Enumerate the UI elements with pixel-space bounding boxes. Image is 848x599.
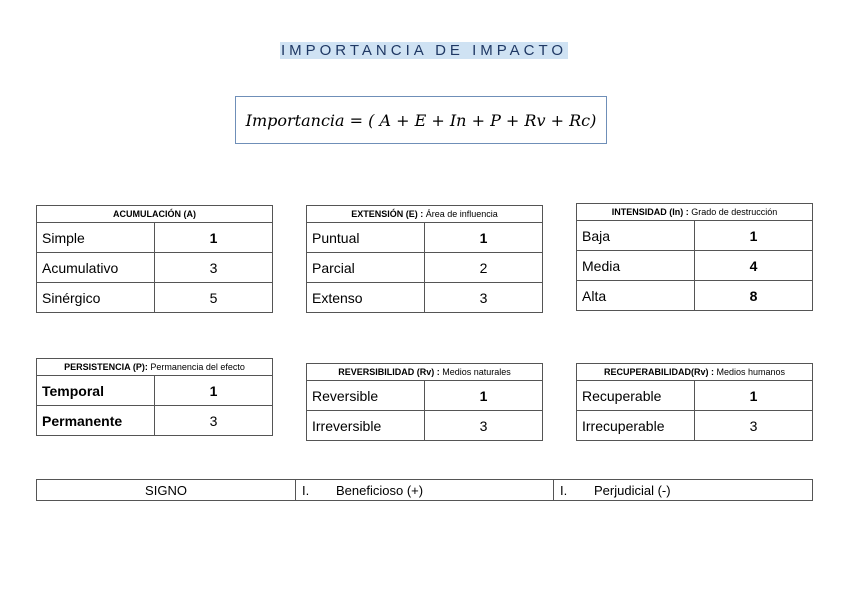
row-label: Parcial [307, 253, 425, 283]
row-label: Reversible [307, 381, 425, 411]
row-label: Simple [37, 223, 155, 253]
table-row [37, 283, 273, 313]
table-header: EXTENSIÓN (E) : Área de influencia [307, 206, 543, 223]
signo-perjudicial: I. Perjudicial (-) [554, 480, 813, 501]
row-value: 4 [695, 251, 813, 281]
table-intensidad [576, 203, 813, 311]
table-row [307, 381, 543, 411]
row-value: 1 [155, 376, 273, 406]
row-label: Puntual [307, 223, 425, 253]
table-header: REVERSIBILIDAD (Rv) : Medios naturales [307, 364, 543, 381]
table-row [37, 406, 273, 436]
table-row [577, 381, 813, 411]
row-label: Acumulativo [37, 253, 155, 283]
table-header: RECUPERABILIDAD(Rv) : Medios humanos [577, 364, 813, 381]
row-label: Extenso [307, 283, 425, 313]
page-title: IMPORTANCIA DE IMPACTO [280, 42, 568, 59]
table-header: ACUMULACIÓN (A) [37, 206, 273, 223]
table-row [577, 221, 813, 251]
table-row [577, 281, 813, 311]
row-value: 2 [425, 253, 543, 283]
table-row [37, 223, 273, 253]
row-label: Baja [577, 221, 695, 251]
signo-label: SIGNO [37, 480, 296, 501]
table-header: PERSISTENCIA (P): Permanencia del efecto [37, 359, 273, 376]
table-persistencia [36, 358, 273, 436]
table-row [307, 411, 543, 441]
row-label: Recuperable [577, 381, 695, 411]
row-value: 1 [695, 221, 813, 251]
row-value: 5 [155, 283, 273, 313]
table-extension [306, 205, 543, 313]
importance-formula: Importancia = ( A + E + In + P + Rv + Rc) [235, 96, 607, 144]
table-header: INTENSIDAD (In) : Grado de destrucción [577, 204, 813, 221]
row-label: Alta [577, 281, 695, 311]
table-row [37, 253, 273, 283]
row-label: Permanente [37, 406, 155, 436]
table-acumulacion [36, 205, 273, 313]
row-value: 1 [425, 223, 543, 253]
row-label: Irrecuperable [577, 411, 695, 441]
table-row [307, 223, 543, 253]
table-row [307, 253, 543, 283]
row-value: 1 [155, 223, 273, 253]
row-value: 3 [155, 406, 273, 436]
row-label: Media [577, 251, 695, 281]
table-row [577, 251, 813, 281]
row-value: 3 [425, 283, 543, 313]
table-row [307, 283, 543, 313]
row-value: 1 [695, 381, 813, 411]
row-label: Temporal [37, 376, 155, 406]
row-label: Sinérgico [37, 283, 155, 313]
table-row [37, 480, 813, 501]
table-row [37, 376, 273, 406]
row-value: 8 [695, 281, 813, 311]
table-recuperabilidad [576, 363, 813, 441]
row-value: 3 [155, 253, 273, 283]
table-row [577, 411, 813, 441]
table-reversibilidad [306, 363, 543, 441]
row-label: Irreversible [307, 411, 425, 441]
signo-beneficioso: I. Beneficioso (+) [296, 480, 554, 501]
row-value: 3 [425, 411, 543, 441]
signo-table [36, 479, 813, 501]
row-value: 1 [425, 381, 543, 411]
row-value: 3 [695, 411, 813, 441]
